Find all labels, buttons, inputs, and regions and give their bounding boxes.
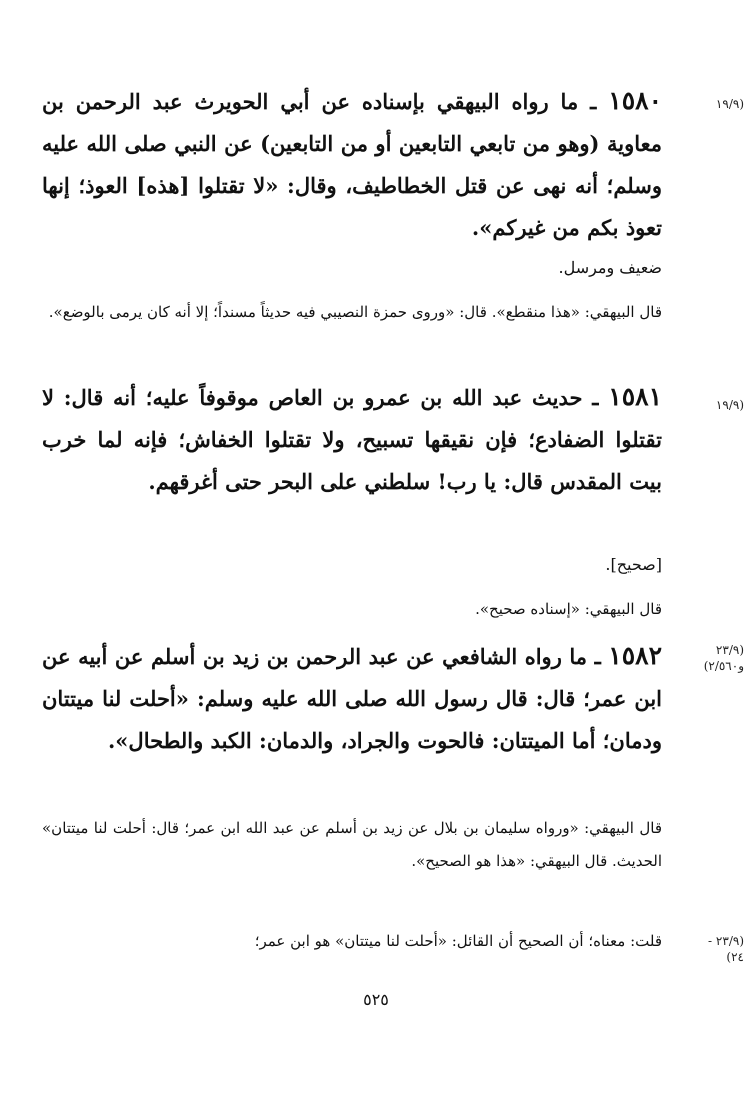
hadith-text-1582: ـ ما رواه الشافعي عن عبد الرحمن بن زيد بن أسلم عن أبيه عن ابن عمر؛ قال: قال رسول الله صلى الله عليه وسلم: «أحلت لنا ميتتان ودمان؛ أما الميتتان: فالحوت والجراد، والدمان: الكبد والطحال».	[42, 644, 662, 753]
page-number: ٥٢٥	[363, 990, 389, 1009]
reference-1582-line1: (٢٣/٩	[715, 643, 744, 657]
reference-1580: (١٩/٩	[715, 97, 744, 111]
commentary: قلت: معناه؛ أن الصحيح أن القائل: «أحلت لنا ميتتان» هو ابن عمر؛	[254, 932, 662, 950]
hadith-1581	[42, 376, 662, 503]
note-1582: قال البيهقي: «ورواه سليمان بن بلال عن زيد بن أسلم عن عبد الله ابن عمر؛ قال: أحلت لنا ميتتان» الحديث. قال البيهقي: «هذا هو الصحيح».	[42, 819, 662, 870]
hadith-text-1581: ـ حديث عبد الله بن عمرو بن العاص موقوفاً عليه؛ أنه قال: لا تقتلوا الضفادع؛ فإن نقيقها تسبيح، ولا تقتلوا الخفاش؛ فإنه لما خرب بيت المقدس قال: يا رب! سلطني على البحر حتى أغرقهم.	[42, 385, 662, 494]
reference-final-line2: ٢٤)	[726, 950, 744, 964]
hadith-number-1582: ١٥٨٢	[608, 641, 662, 670]
hadith-number-1580: ١٥٨٠	[608, 86, 663, 115]
note-1580: قال البيهقي: «هذا منقطع». قال: «وروى حمزة النصيبي فيه حديثاً مسنداً؛ إلا أنه كان يرمى بالوضع».	[48, 303, 662, 321]
grade-1581: [صحيح].	[605, 555, 662, 574]
hadith-1580	[42, 80, 662, 249]
hadith-1582	[42, 635, 662, 762]
hadith-number-1581: ١٥٨١	[608, 382, 663, 411]
reference-final-line1: (٢٣/٩ -	[708, 934, 744, 948]
reference-1581: (١٩/٩	[715, 398, 744, 412]
grade-1580: ضعيف ومرسل.	[558, 258, 662, 277]
note-1581: قال البيهقي: «إسناده صحيح».	[475, 600, 662, 618]
hadith-text-1580: ـ ما رواه البيهقي بإسناده عن أبي الحويرث عبد الرحمن بن معاوية (وهو من تابعي التابعين أو من التابعين) عن النبي صلى الله عليه وسلم؛ أنه نهى عن قتل الخطاطيف، وقال: «لا تقتلوا [هذه] العوذ؛ إنها تعوذ بكم من غيركم».	[42, 89, 662, 240]
reference-1582-line2: و٢/٥٦٠)	[703, 659, 744, 673]
